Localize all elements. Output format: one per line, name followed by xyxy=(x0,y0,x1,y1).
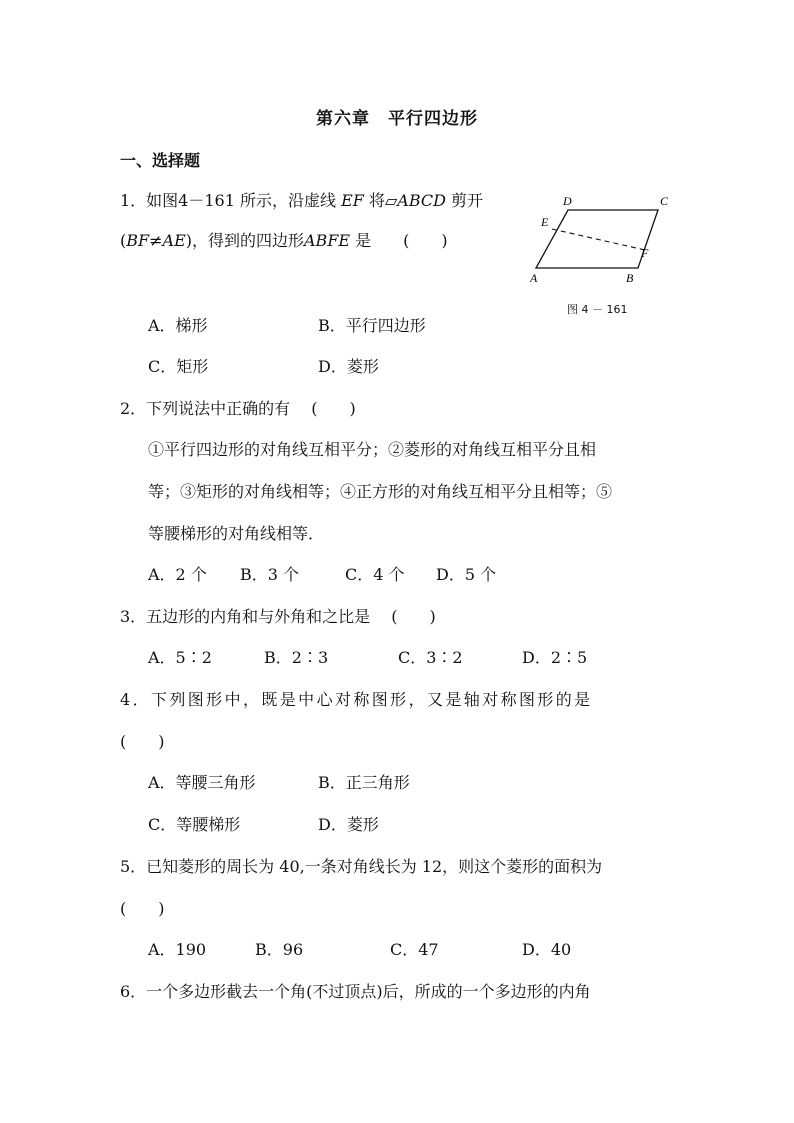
label-f: F xyxy=(641,246,649,260)
q1-option-d: D．菱形 xyxy=(318,357,379,376)
q3-option-d: D．2∶5 xyxy=(522,648,588,667)
q4-stem-paren: ( ) xyxy=(120,732,165,751)
q2-option-d: D．5 个 xyxy=(436,565,497,584)
section-heading: 一、选择题 xyxy=(120,151,201,170)
q3-option-c: C．3∶2 xyxy=(398,648,463,667)
q4-option-d: D．菱形 xyxy=(318,815,379,834)
label-c: C xyxy=(660,194,669,208)
q2-line3: 等腰梯形的对角线相等． xyxy=(148,524,325,543)
q4-option-b: B．正三角形 xyxy=(318,773,410,792)
q2-stem: 2．下列说法中正确的有 ( ) xyxy=(120,399,356,418)
q1-text-d: )，得到的四边形 xyxy=(185,231,304,250)
q1-line1 xyxy=(120,190,483,212)
q5-option-c: C．47 xyxy=(390,940,439,959)
q1-option-b: B．平行四边形 xyxy=(318,316,426,335)
label-b: B xyxy=(626,271,634,285)
cut-line-ef xyxy=(552,229,645,250)
q1-option-c: C．矩形 xyxy=(148,357,209,376)
q1-parallelogram-abcd: ABCD xyxy=(397,191,446,210)
q2-option-c: C．4 个 xyxy=(345,565,405,584)
q1-text-a: 1．如图4－161 所示，沿虚线 xyxy=(120,191,342,210)
q3-option-b: B．2∶3 xyxy=(264,648,329,667)
q4-option-c: C．等腰梯形 xyxy=(148,815,241,834)
q6-stem: 6．一个多边形截去一个角(不过顶点)后，所成的一个多边形的内角 xyxy=(120,982,591,1001)
label-e: E xyxy=(541,215,549,229)
figure-caption: 图 4 － 161 xyxy=(567,303,628,316)
q1-segment-ef: EF xyxy=(341,191,364,210)
q1-text-b: 将▱ xyxy=(363,191,398,210)
q4-option-a: A．等腰三角形 xyxy=(148,773,256,792)
q2-line2: 等；③矩形的对角线相等；④正方形的对角线互相平分且相等；⑤ xyxy=(148,482,613,501)
q1-text-c: 剪开 xyxy=(445,191,484,210)
q5-option-d: D．40 xyxy=(522,940,572,959)
label-a: A xyxy=(530,271,538,285)
q1-line2 xyxy=(120,230,448,252)
q1-option-a: A．梯形 xyxy=(148,316,208,335)
q4-stem: 4．下列图形中，既是中心对称图形，又是轴对称图形的是 xyxy=(120,690,593,709)
q5-stem: 5．已知菱形的周长为 40,一条对角线长为 12，则这个菱形的面积为 xyxy=(120,857,603,876)
q5-option-b: B．96 xyxy=(255,940,304,959)
q3-stem: 3．五边形的内角和与外角和之比是 ( ) xyxy=(120,607,436,626)
q5-option-a: A．190 xyxy=(148,940,207,959)
q2-option-b: B．3 个 xyxy=(240,565,300,584)
q2-line1: ①平行四边形的对角线互相平分；②菱形的对角线互相平分且相 xyxy=(148,440,597,459)
q1-quad-abfe: ABFE xyxy=(304,231,351,250)
q2-option-a: A．2 个 xyxy=(148,565,207,584)
q3-option-a: A．5∶2 xyxy=(148,648,212,667)
q1-condition: BF≠AE xyxy=(126,231,186,250)
page-title: 第六章 平行四边形 xyxy=(316,109,478,129)
q1-text-e: 是 ( ) xyxy=(350,231,448,250)
q1-paren-open: ( xyxy=(120,231,127,250)
q5-stem-paren: ( ) xyxy=(120,899,165,918)
label-d: D xyxy=(563,194,572,208)
